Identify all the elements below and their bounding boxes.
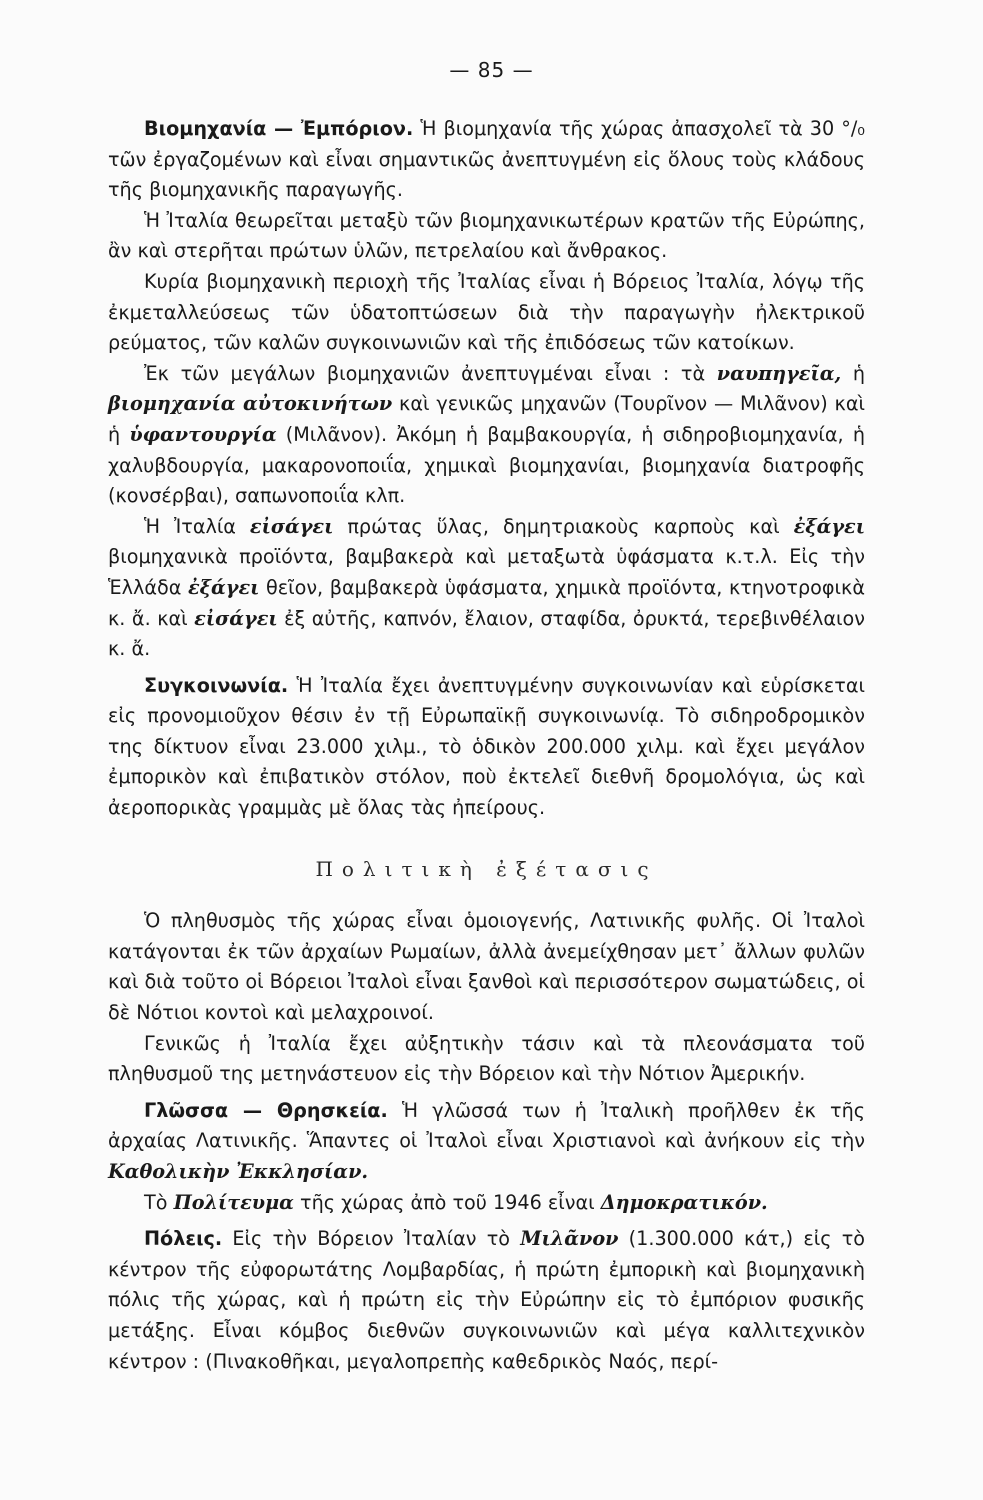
industry-paragraph-2: Ἡ Ἰταλία θεωρεῖται μεταξὺ τῶν βιομηχανικωτέρων κρατῶν τῆς Εὐρώπης, ἂν καὶ στερῆται πρώτων ὑλῶν, πετρελαίου καὶ ἄνθρακος. [108,208,865,263]
text-run: καὶ γενικῶς μηχανῶν (Τουρῖνον — Μιλᾶνον) καὶ ἡ [108,392,865,446]
communications-text: Ἡ Ἰταλία ἔχει ἀνεπτυγμένην συγκοινωνίαν καὶ εὑρίσκεται εἰς προνομιοῦχον θέσιν ἐν τῇ Εὐρωπαϊκῇ συγκοινωνίᾳ. Τὸ σιδηροδρομικὸν της δίκτυον εἶναι 23.000 χιλμ., τὸ ὁδικὸν 200.000 χιλμ. καὶ ἔχει μεγάλον ἐμπορικὸν καὶ ἐπιβατικὸν στόλον, ποὺ ἐκτελεῖ διεθνῆ δρομολόγια, ὡς καὶ ἀεροπορικὰς γραμμὰς μὲ ὅλας τὰς ἠπείρους. [108,673,865,820]
text-run: Τὸ [144,1190,174,1214]
text-run: ἡ [841,361,865,385]
text-run: Εἰς τὴν Βόρειον Ἰταλίαν τὸ [222,1227,521,1251]
industry-paragraph-3: Κυρία βιομηχανικὴ περιοχὴ τῆς Ἰταλίας εἶναι ἡ Βόρειος Ἰταλία, λόγῳ τῆς ἐκμεταλλεύσεως τῶν ὑδατοπτώσεων διὰ τὴν παραγωγὴν ἠλεκτρικοῦ ρεύματος, τῶν καλῶν συγκοινωνιῶν καὶ τῆς ἐπιδόσεως τῶν κατοίκων. [108,269,865,355]
emphasis-democratic: Δημοκρατικόν. [600,1190,768,1214]
emphasis-textiles: ὑφαντουργία [129,422,277,446]
emphasis-exports: ἐξάγει [187,575,260,599]
emphasis-automobile-industry: βιομηχανία αὐτοκινήτων [108,392,393,416]
language-heading: Γλῶσσα — Θρησκεία. [144,1098,388,1122]
language-paragraph [108,1096,865,1188]
political-paragraph-1: Ὁ πληθυσμὸς τῆς χώρας εἶναι ὁμοιογενής, Λατινικῆς φυλῆς. Οἱ Ἰταλοὶ κατάγονται ἐκ τῶν ἀρχαίων Ρωμαίων, ἀλλὰ ἀνεμείχθησαν μετ᾿ ἄλλων φυλῶν καὶ διὰ τοῦτο οἱ Βόρειοι Ἰταλοὶ εἶναι ξανθοὶ καὶ περισσότερον σωματώδεις, οἱ δὲ Νότιοι κοντοὶ καὶ μελαχροινοί. [108,909,865,1025]
emphasis-catholic-church: Καθολικὴν Ἐκκλησίαν. [108,1160,369,1183]
text-run: (Μιλᾶνον). Ἀκόμη ἡ βαμβακουργία, ἡ σιδηροβιομηχανία, ἡ χαλυβδουργία, μακαρονοποιΐα, χημικαὶ βιομηχανίαι, βιομηχανία διατροφῆς (κονσέρβαι), σαπωνοποιΐα κλπ. [108,422,865,508]
regime-paragraph [108,1188,865,1219]
text-run: Ἡ Ἰταλία [144,514,250,538]
emphasis-imports: εἰσάγει [194,606,278,630]
emphasis-exports: ἐξάγει [793,514,865,538]
political-section-title: Πολιτικὴ ἐξέτασις [315,856,658,881]
industry-heading: Βιομηχανία — Ἐμπόριον. [144,117,414,140]
cities-paragraph [108,1224,865,1377]
text-run: πρώτας ὕλας, δημητριακοὺς καρποὺς καὶ [333,514,794,538]
communications-heading: Συγκοινωνία. [144,673,289,697]
emphasis-milan: Μιλᾶνον [520,1227,619,1251]
industry-paragraph-4 [108,359,865,512]
language-text: Ἡ γλῶσσά των ἡ Ἰταλικὴ προῆλθεν ἐκ τῆς ἀρχαίας Λατινικῆς. Ἅπαντες οἱ Ἰταλοὶ εἶναι Χριστιανοὶ καὶ ἀνήκουν εἰς τὴν [108,1098,865,1153]
emphasis-imports: εἰσάγει [249,514,334,538]
cities-heading: Πόλεις. [144,1227,223,1251]
political-paragraph-2: Γενικῶς ἡ Ἰταλία ἔχει αὐξητικὴν τάσιν καὶ τὰ πλεονάσματα τοῦ πληθυσμοῦ της μετηνάστευον εἰς τὴν Βόρειον καὶ τὴν Νότιον Ἀμερικήν. [108,1031,865,1086]
industry-paragraph-1 [108,114,865,206]
body-text [108,114,865,1377]
text-run: βιομηχανικὰ προϊόντα, βαμβακερὰ καὶ μεταξωτὰ ὑφάσματα κ.τ.λ. Εἰς τὴν Ἑλλάδα [108,545,865,599]
text-run: ἐξ αὐτῆς, καπνόν, ἔλαιον, σταφίδα, ὀρυκτά, τερεβινθέλαιον κ. ἄ. [108,606,866,661]
industry-paragraph-5 [108,512,865,665]
emphasis-regime: Πολίτευμα [173,1190,294,1214]
emphasis-shipyards: ναυπηγεῖα, [716,361,842,385]
page-number: — 85 — [449,58,534,82]
communications-paragraph [108,671,865,824]
industry-text-1: Ἡ βιομηχανία τῆς χώρας ἀπασχολεῖ τὰ 30 °/₀ τῶν ἐργαζομένων καὶ εἶναι σημαντικῶς ἀνεπτυγμένη εἰς ὅλους τοὺς κλάδους τῆς βιομηχανικῆς παραγωγῆς. [108,117,865,202]
text-run: (1.300.000 κάτ,) εἰς τὸ κέντρον τῆς εὐφορωτάτης Λομβαρδίας, ἡ πρώτη ἐμπορικὴ καὶ βιομηχανικὴ πόλις τῆς χώρας, καὶ ἡ πρώτη εἰς τὴν Εὐρώπην εἰς τὸ ἐμπόριον φυσικῆς μετάξης. Εἶναι κόμβος διεθνῶν συγκοινωνιῶν καὶ μέγα καλλιτεχνικὸν κέντρον : (Πινακοθῆκαι, μεγαλοπρεπὴς καθεδρικὸς Ναός, περί- [108,1227,865,1373]
text-run: τῆς χώρας ἀπὸ τοῦ 1946 εἶναι [293,1190,601,1214]
text-run: Ἐκ τῶν μεγάλων βιομηχανιῶν ἀνεπτυγμέναι εἶναι : τὰ [144,361,717,385]
text-run: θεῖον, βαμβακερὰ ὑφάσματα, χημικὰ προϊόντα, κτηνοτροφικὰ κ. ἄ. καὶ [108,575,865,630]
